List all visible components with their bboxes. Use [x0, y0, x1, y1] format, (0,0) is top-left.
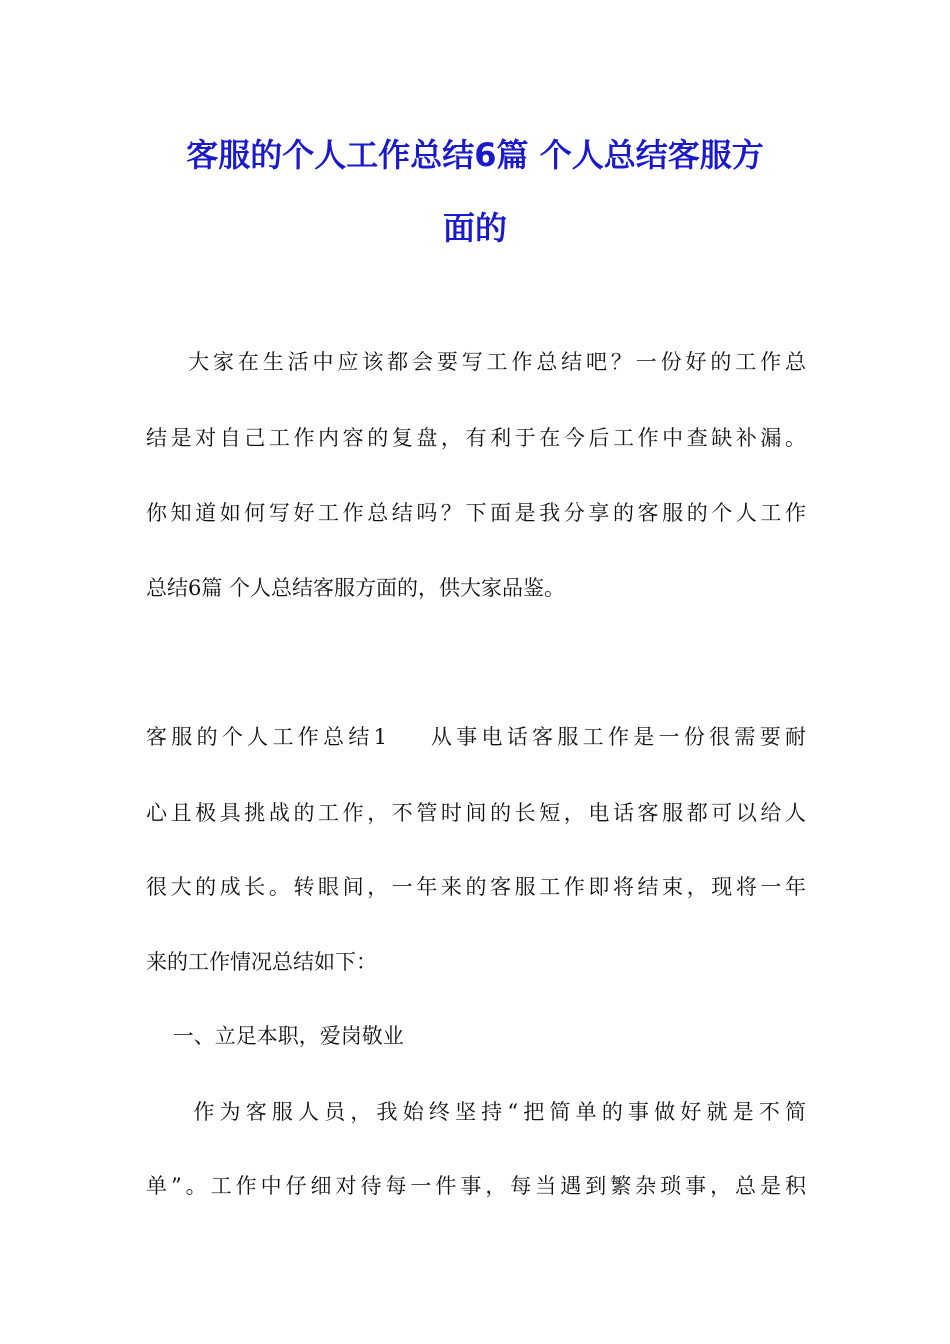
section1-line-4: 来的工作情况总结如下： [146, 950, 377, 974]
intro-line-3: 你知道如何写好工作总结吗？下面是我分享的客服的个人工作 [146, 501, 806, 525]
intro-line-2: 结是对自己工作内容的复盘，有利于在今后工作中查缺补漏。 [146, 426, 806, 450]
section1-line-2: 心且极具挑战的工作，不管时间的长短，电话客服都可以给人 [146, 801, 806, 825]
document-title-line-2: 面的 [442, 209, 507, 247]
para2-line-2: 单”。工作中仔细对待每一件事，每当遇到繁杂琐事，总是积 [146, 1174, 806, 1198]
intro-line-4: 总结6篇 个人总结客服方面的，供大家品鉴。 [146, 576, 566, 600]
document-title-line-1: 客服的个人工作总结6篇 个人总结客服方 [186, 136, 764, 174]
section1-line-3: 很大的成长。转眼间，一年来的客服工作即将结束，现将一年 [146, 875, 806, 899]
section1-line-1: 客服的个人工作总结1 从事电话客服工作是一份很需要耐 [146, 725, 806, 749]
intro-line-1: 大家在生活中应该都会要写工作总结吧？一份好的工作总 [146, 350, 806, 374]
section-heading-1: 一、立足本职，爱岗敬业 [146, 1024, 404, 1048]
para2-line-1: 作为客服人员，我始终坚持“把简单的事做好就是不简 [146, 1100, 806, 1124]
